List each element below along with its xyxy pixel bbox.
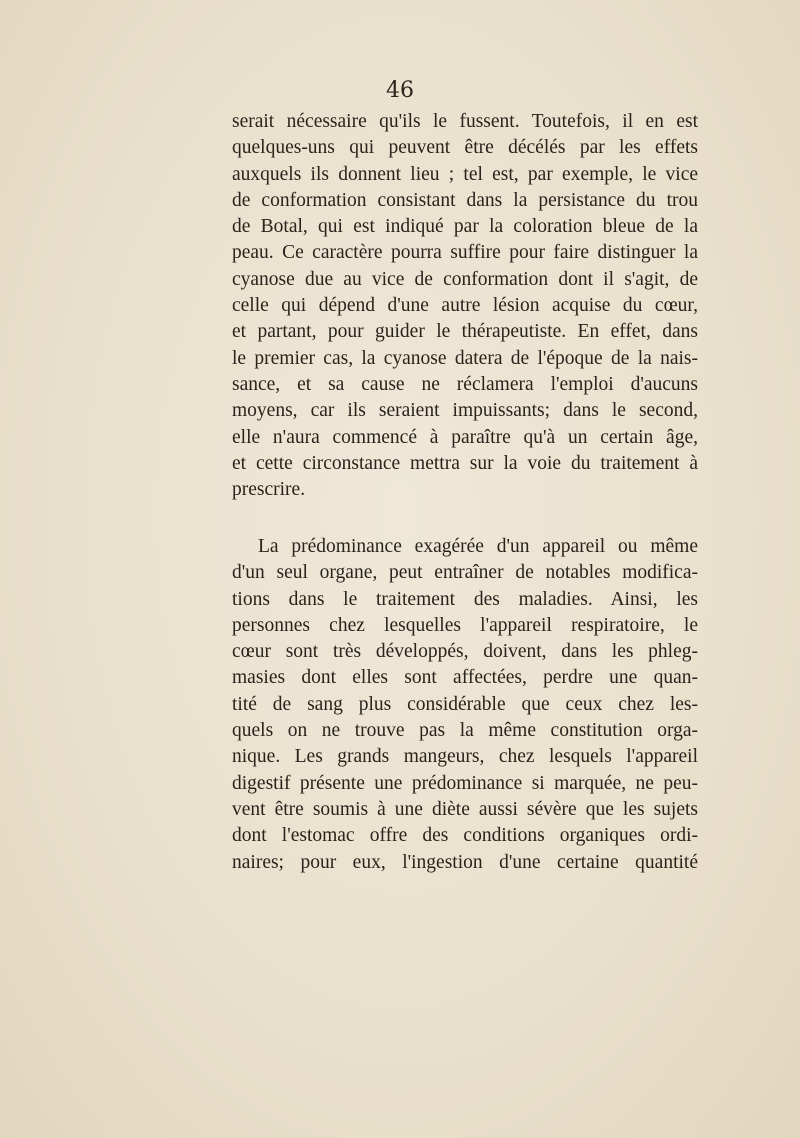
text-line: cyanose due au vice de conformation dont il s'agit, de — [232, 268, 698, 290]
text-line: auxquels ils donnent lieu ; tel est, par exemple, le vice — [232, 163, 698, 185]
text-line: de Botal, qui est indiqué par la coloration bleue de la — [232, 216, 698, 238]
text-line: dont l'estomac offre des conditions organiques ordi- — [232, 825, 698, 847]
text-line: personnes chez lesquelles l'appareil respiratoire, le — [232, 614, 698, 636]
text-line: de conformation consistant dans la persistance du trou — [232, 189, 698, 211]
text-line: digestif présente une prédominance si marquée, ne peu- — [232, 772, 698, 794]
text-line: celle qui dépend d'une autre lésion acquise du cœur, — [232, 295, 698, 317]
text-line: et partant, pour guider le thérapeutiste. En effet, dans — [232, 321, 698, 343]
text-line: La prédominance exagérée d'un appareil ou même — [258, 536, 698, 557]
text-line: nique. Les grands mangeurs, chez lesquels l'appareil — [232, 746, 698, 768]
text-line: quelques-uns qui peuvent être décélés par les effets — [232, 137, 698, 159]
text-line: serait nécessaire qu'ils le fussent. Toutefois, il en est — [232, 111, 698, 132]
text-line: elle n'aura commencé à paraître qu'à un certain âge, — [232, 426, 698, 448]
text-line: peau. Ce caractère pourra suffire pour faire distinguer la — [232, 242, 698, 264]
paragraph-1 — [232, 109, 698, 503]
text-line: le premier cas, la cyanose datera de l'époque de la nais- — [232, 347, 698, 369]
text-line: et cette circonstance mettra sur la voie du traitement à — [232, 452, 698, 474]
text-line: sance, et sa cause ne réclamera l'emploi d'aucuns — [232, 373, 698, 395]
text-line: tions dans le traitement des maladies. Ainsi, les — [232, 588, 698, 610]
text-line: prescrire. — [232, 479, 306, 501]
paragraph-2 — [232, 534, 698, 876]
text-line: moyens, car ils seraient impuissants; dans le second, — [232, 400, 698, 422]
text-line: tité de sang plus considérable que ceux chez les- — [232, 693, 698, 715]
page-number: 46 — [386, 78, 414, 103]
text-line: masies dont elles sont affectées, perdre une quan- — [232, 667, 698, 689]
text-line: vent être soumis à une diète aussi sévère que les sujets — [232, 798, 698, 820]
text-line: cœur sont très développés, doivent, dans les phleg- — [232, 641, 698, 663]
text-line: naires; pour eux, l'ingestion d'une certaine quantité — [232, 851, 698, 873]
text-line: d'un seul organe, peut entraîner de notables modifica- — [232, 562, 698, 584]
text-line: quels on ne trouve pas la même constitution orga- — [232, 720, 698, 742]
